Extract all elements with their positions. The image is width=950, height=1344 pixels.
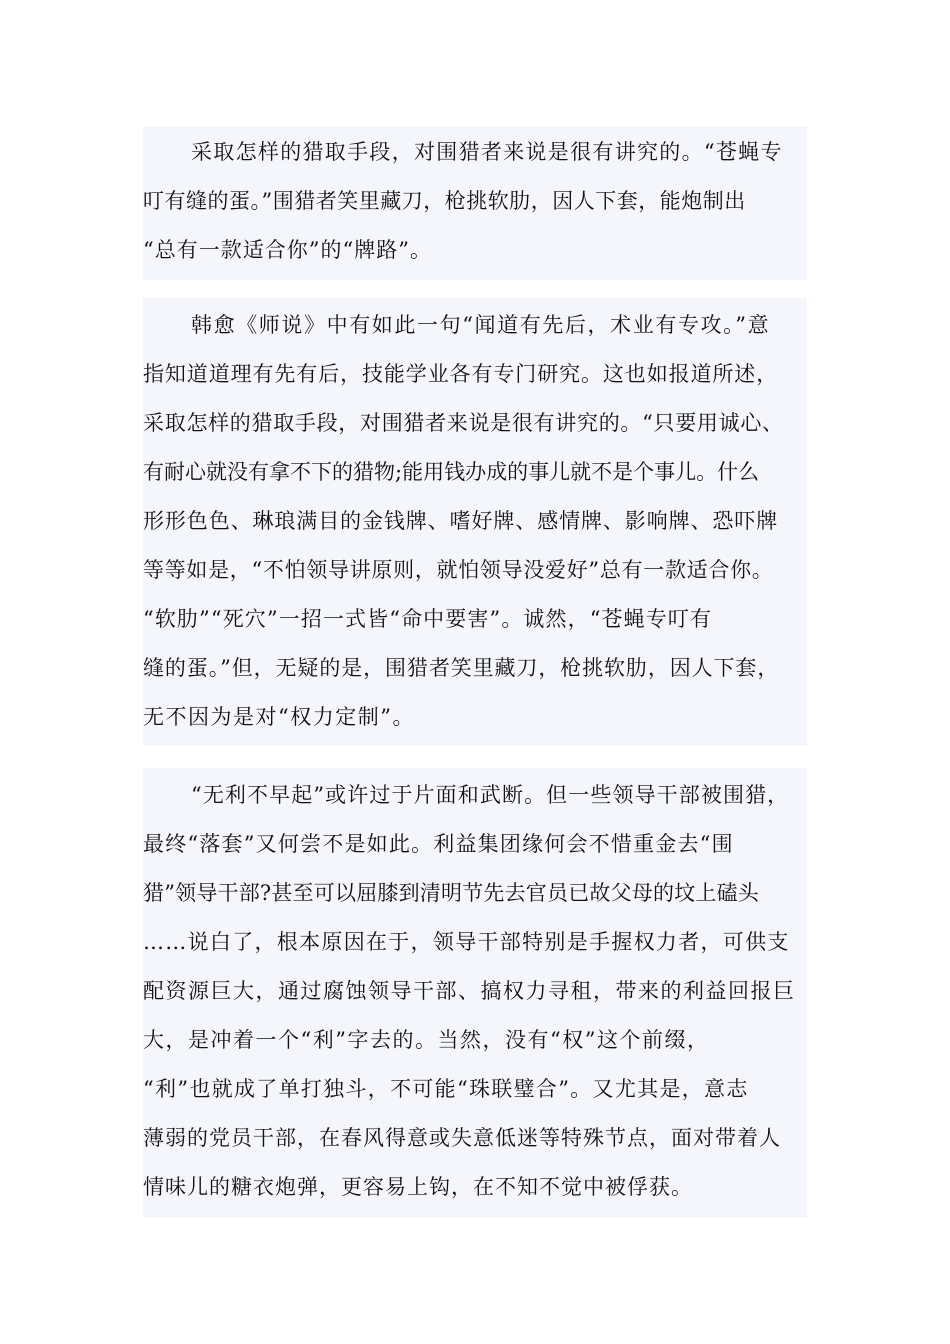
paragraph-line: 韩愈《师说》中有如此一句“闻道有先后，术业有专攻。”意 bbox=[191, 313, 771, 337]
paragraph-line: 形形色色、琳琅满目的金钱牌、嗜好牌、感情牌、影响牌、恐吓牌 bbox=[143, 509, 779, 533]
paragraph-line: 猎”领导干部?甚至可以屈膝到清明节先去官员已故父母的坟上磕头 bbox=[143, 881, 759, 905]
paragraph-line: 缝的蛋。”但，无疑的是，围猎者笑里藏刀，枪挑软肋，因人下套， bbox=[143, 656, 780, 680]
paragraph-line: 叮有缝的蛋。”围猎者笑里藏刀，枪挑软肋，因人下套，能炮制出 bbox=[143, 189, 746, 213]
paragraph-line: 等等如是，“不怕领导讲原则，就怕领导没爱好”总有一款适合你。 bbox=[143, 558, 774, 582]
paragraph-line: ……说白了，根本原因在于，领导干部特别是手握权力者，可供支 bbox=[143, 930, 790, 954]
paragraph-1 bbox=[143, 126, 807, 280]
paragraph-line: 有耐心就没有拿不下的猎物;能用钱办成的事儿就不是个事儿。什么 bbox=[143, 460, 760, 484]
paragraph-line: 无不因为是对“权力定制”。 bbox=[143, 705, 415, 729]
paragraph-line: “总有一款适合你”的“牌路”。 bbox=[143, 238, 432, 262]
paragraph-3 bbox=[143, 768, 807, 1218]
paragraph-line: 采取怎样的猎取手段，对围猎者来说是很有讲究的。“只要用诚心、 bbox=[143, 411, 784, 435]
paragraph-line: “利”也就成了单打独斗，不可能“珠联璧合”。又尤其是，意志 bbox=[143, 1077, 749, 1101]
paragraph-line: 指知道道理有先有后，技能学业各有专门研究。这也如报道所述， bbox=[143, 362, 779, 386]
paragraph-line: “无利不早起”或许过于片面和武断。但一些领导干部被围猎， bbox=[191, 783, 790, 807]
paragraph-line: 薄弱的党员干部，在春风得意或失意低迷等特殊节点，面对带着人 bbox=[143, 1126, 781, 1150]
paragraph-line: “软肋”“死穴”一招一式皆“命中要害”。诚然，“苍蝇专叮有 bbox=[143, 607, 713, 631]
paragraph-2 bbox=[143, 298, 807, 746]
paragraph-line: 情味儿的糖衣炮弹，更容易上钩，在不知不觉中被俘获。 bbox=[143, 1175, 693, 1199]
paragraph-line: 采取怎样的猎取手段，对围猎者来说是很有讲究的。“苍蝇专 bbox=[191, 140, 783, 164]
paragraph-line: 大，是冲着一个“利”字去的。当然，没有“权”这个前缀， bbox=[143, 1028, 710, 1052]
paragraph-line: 配资源巨大，通过腐蚀领导干部、搞权力寻租，带来的利益回报巨 bbox=[143, 979, 796, 1003]
paragraph-line: 最终“落套”又何尝不是如此。利益集团缘何会不惜重金去“围 bbox=[143, 832, 734, 856]
